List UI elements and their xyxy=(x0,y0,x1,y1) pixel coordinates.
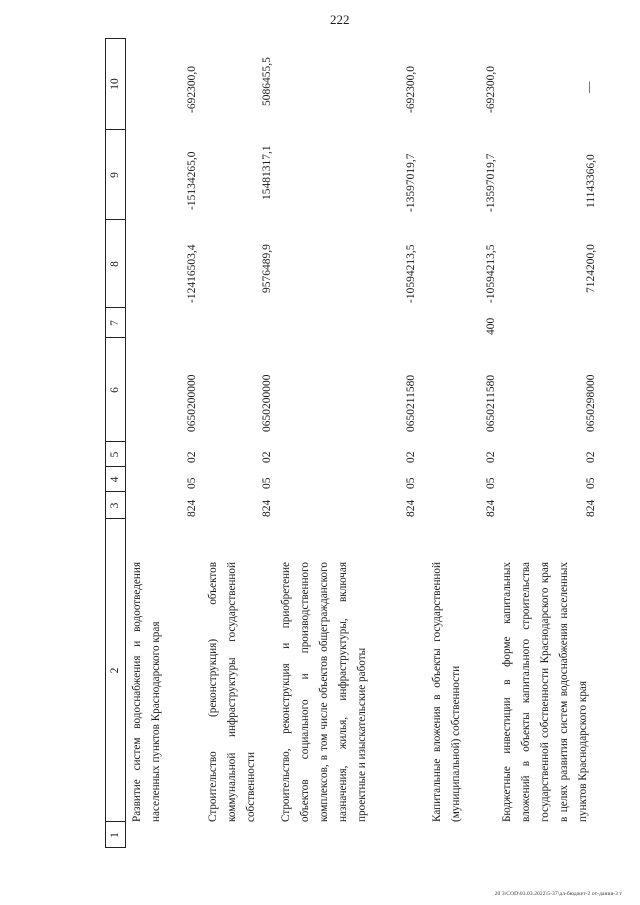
table-row-3-c5: 02 xyxy=(405,451,417,463)
col-header-2: 2 xyxy=(109,667,121,674)
col-header-5: 5 xyxy=(109,451,121,458)
table-row-2-c3: 824 xyxy=(261,499,273,517)
table-row-2-c9: 15481317,1 xyxy=(261,145,273,200)
table-row-2-c8: 9576489,9 xyxy=(261,244,273,293)
header-separator xyxy=(105,38,125,39)
table-row-2-c10: 5086455,5 xyxy=(261,57,273,106)
table-row-3-c8: -10594213,5 xyxy=(405,244,417,303)
budget-table xyxy=(105,38,610,848)
table-row-1-c10: -692300,0 xyxy=(186,66,198,113)
table-row-1-description: Развитие систем водоснабжения и водоотведения населенных пунктов Краснодарского края xyxy=(131,562,162,822)
table-row-5-c9: 11143366,0 xyxy=(585,154,597,208)
header-separator xyxy=(105,518,125,519)
table-row-3-c4: 05 xyxy=(405,477,417,489)
table-row-5-c10: — xyxy=(583,81,595,93)
header-separator xyxy=(105,466,125,467)
table-row-4-description: Капитальные вложения в объекты государственной (муниципальной) собственности xyxy=(431,562,462,822)
table-row-5-c5: 02 xyxy=(585,451,597,463)
header-separator xyxy=(105,491,125,492)
table-row-3-c9: -13597019,7 xyxy=(405,153,417,212)
table-row-5-description: Бюджетные инвестиции в форме капитальных вложений в объекты капитального строительства государственной собственности Краснодарского края в целях развития систем водоснабжения населенных пунктов Краснодарского края xyxy=(501,562,589,822)
table-row-5-c6: 0650298000 xyxy=(585,374,597,432)
table-row-5-c3: 824 xyxy=(585,499,597,517)
table-row-4-c4: 05 xyxy=(485,477,497,489)
table-row-4-c5: 02 xyxy=(485,451,497,463)
table-row-3-c6: 0650211580 xyxy=(405,374,417,432)
table-row-4-c3: 824 xyxy=(485,499,497,517)
table-row-1-c8: -12416503,4 xyxy=(186,244,198,303)
col-header-8: 8 xyxy=(109,261,121,267)
rotated-table xyxy=(105,38,610,848)
table-row-2-c6: 0650200000 xyxy=(261,374,273,432)
table-row-1-c6: 0650200000 xyxy=(186,374,198,432)
col-header-9: 9 xyxy=(109,172,121,178)
col-header-4: 4 xyxy=(109,476,121,483)
header-separator xyxy=(105,307,125,308)
header-separator xyxy=(105,441,125,442)
page-number: 222 xyxy=(330,12,350,27)
header-separator xyxy=(105,337,125,338)
footer-code: 20 3\COD\03.03.2022\5-37\дл-бюджет-2 от-дания-3 т xyxy=(494,891,622,897)
table-row-3-c3: 824 xyxy=(405,499,417,517)
table-row-4-c9: -13597019,7 xyxy=(485,153,497,212)
col-header-3: 3 xyxy=(109,502,121,509)
table-row-4-c7: 400 xyxy=(485,317,497,335)
table-row-2-c5: 02 xyxy=(261,451,273,463)
table-row-2-c4: 05 xyxy=(261,477,273,489)
table-row-1-c4: 05 xyxy=(186,477,198,489)
table-row-5-c8: 7124200,0 xyxy=(585,244,597,293)
table-row-4-c6: 0650211580 xyxy=(485,374,497,432)
col-header-10: 10 xyxy=(109,78,121,90)
table-row-5-c4: 05 xyxy=(585,477,597,489)
table-row-1-c5: 02 xyxy=(186,451,198,463)
header-separator xyxy=(105,219,125,220)
header-bottom-border xyxy=(125,38,126,848)
table-row-3-c10: -692300,0 xyxy=(405,66,417,113)
table-row-3-description: Строительство, реконструкция и приобретение объектов социального и производственного комплексов, в том числе объектов общегражданского назначения, жилья, инфраструктуры, включая проектные и изыскательские работы xyxy=(280,562,368,822)
col-header-1: 1 xyxy=(109,832,121,838)
table-row-1-c9: -15134265,0 xyxy=(186,151,198,210)
table-row-4-c10: -692300,0 xyxy=(485,66,497,113)
col-header-6: 6 xyxy=(109,387,121,393)
table-row-2-description: Строительство (реконструкция) объектов коммунальной инфраструктуры государственной собственности xyxy=(207,562,257,822)
table-row-4-c8: -10594213,5 xyxy=(485,244,497,303)
header-separator xyxy=(105,129,125,130)
header-separator xyxy=(105,821,125,822)
header-separator xyxy=(105,847,125,848)
col-header-7: 7 xyxy=(109,320,121,326)
table-row-1-c3: 824 xyxy=(186,499,198,517)
